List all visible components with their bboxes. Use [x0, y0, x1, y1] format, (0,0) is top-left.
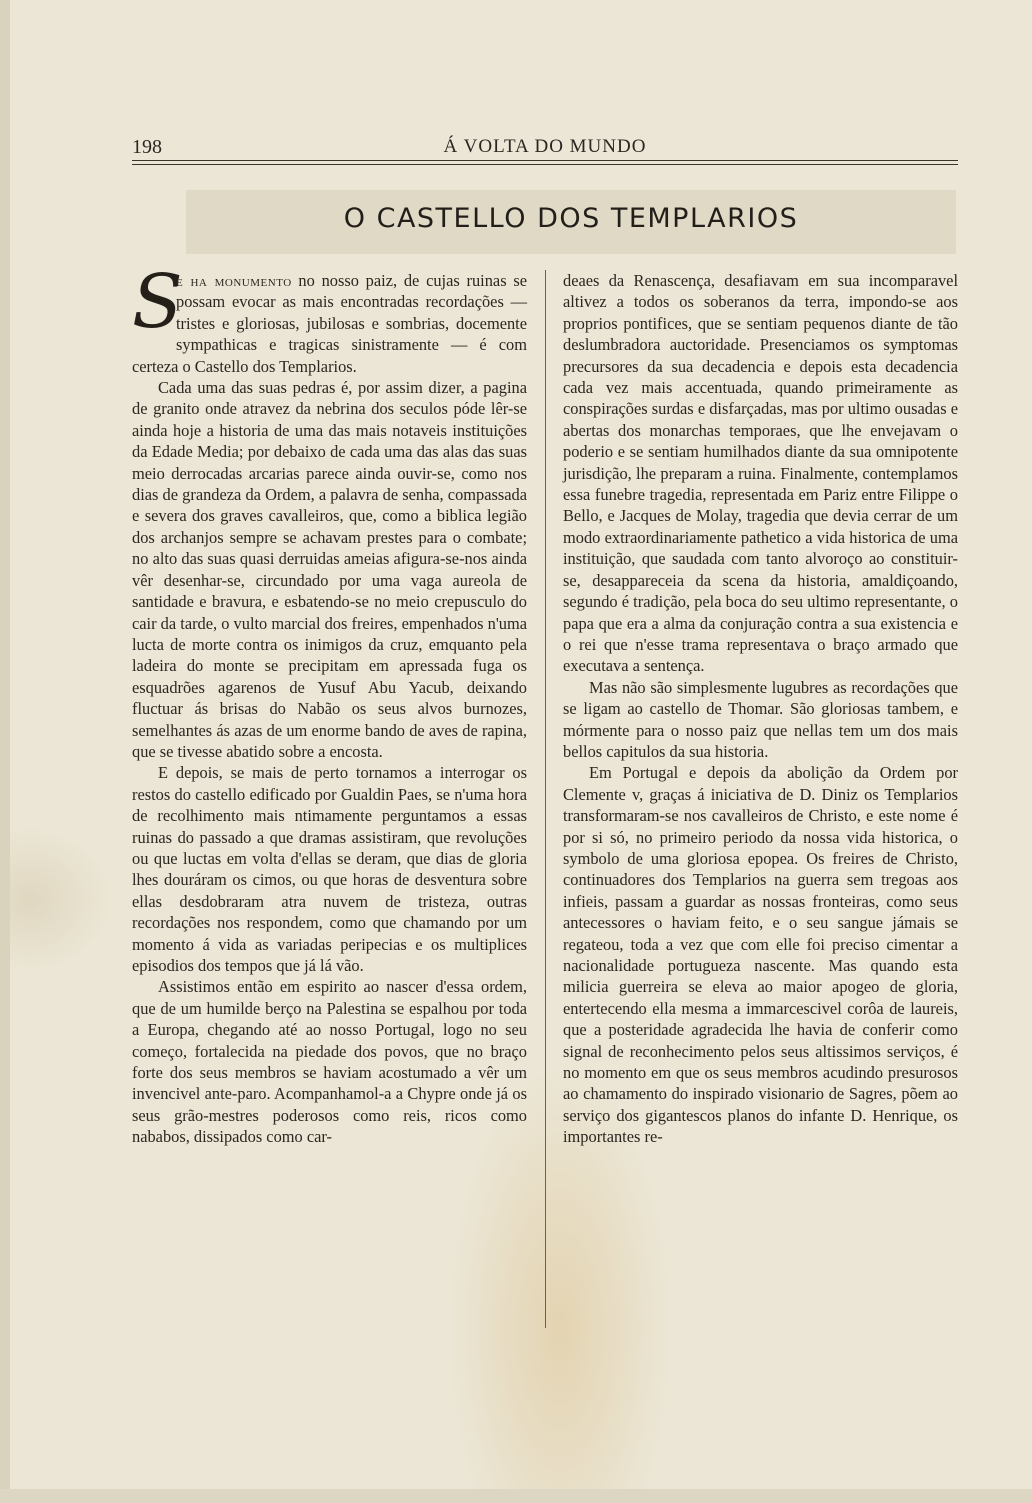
- paragraph: E depois, se mais de perto tornamos a interrogar os restos do castello edificado por Gualdin Paes, se n'uma hora de recolhimento mais ntimamente perguntamos a essas ruinas do passado a que dramas assistiram, que revoluções ou que luctas em volta d'ellas se deram, que dias de gloria lhes douráram os cimos, ou que horas de desventura sobre ellas desdobraram atra nuvem de tristeza, outras recordações nos respondem, como que chamando por um momento á vida as variadas peripecias e os multiplices episodios dos tempos que já lá vão.: [132, 763, 527, 975]
- column-divider: [545, 270, 546, 1328]
- page-edge-left: [0, 0, 10, 1503]
- right-column: [563, 270, 958, 1148]
- paragraph: Em Portugal e depois da abolição da Ordem por Clemente v, graças á iniciativa de D. Diniz os Templarios transformaram-se nos cavalleiros de Christo, e este nome é por si só, no primeiro periodo da nossa vida historica, o symbolo de uma gloriosa epopea. Os freires de Christo, continuadores dos Templarios na guerra sem tregoas aos infieis, passam a guardar as nossas fronteiras, como seus antecessores o haviam feito, e o seu sangue jámais se regateou, toda a vez que com elle foi preciso cimentar a nacionalidade portugueza nascente. Mas quando esta milicia guerreira se eleva ao maior apogeo de gloria, entertecendo ella mesma a immarcescivel corôa de laureis, que a posteridade agradecida lhe havia de conferir como signal de reconhecimento pelos seus altissimos serviços, é no momento em que os seus membros acudindo presurosos ao chamamento do inspirado visionario de Sagres, põem ao serviço dos gigantescos planos do infante D. Henrique, os importantes re-: [563, 763, 958, 1147]
- paragraph-text: no nosso paiz, de cujas ruinas se possam evocar as mais encontradas recordações — tristes e gloriosas, jubilosas e sombrias, docemente sympathicas e tragicas sinistramente — é com certeza o Castello dos Templarios.: [132, 271, 527, 376]
- header-rule-bottom: [132, 164, 958, 165]
- running-header: [132, 134, 958, 158]
- dropcap: S: [132, 259, 183, 345]
- paragraph: [132, 259, 527, 377]
- paragraph: Assistimos então em espirito ao nascer d'essa ordem, que de um humilde berço na Palestina se espalhou por toda a Europa, chegando até ao nosso Portugal, logo no seu começo, fortalecida na piedade dos povos, que no braço forte dos seus membros se haviam acostumado a vêr um invencivel ante-paro. Acompanhamol-a a Chypre onde já os seus grão-mestres poderosos como reis, ricos como nababos, dissipados como car-: [132, 977, 527, 1147]
- running-title: Á VOLTA DO MUNDO: [443, 136, 647, 157]
- paragraph: deaes da Renascença, desafiavam em sua incomparavel altivez a todos os soberanos da terra, impondo-se aos proprios pontifices, que se sentiam pequenos diante de tão deslumbradora auctoridade. Presenciamos os symptomas precursores da sua decadencia e depois esta decadencia cada vez mais accentuada, quando primeiramente as conspirações surdas e disfarçadas, mas por ultimo ousadas e abertas dos monarchas temporaes, que lhe envejavam o poderio e se sentiam humilhados diante da sua omnipotente jurisdição, lhe preparam a ruina. Finalmente, contemplamos essa funebre tragedia, representada em Pariz entre Filippe o Bello, e Jacques de Molay, tragedia que devia cerrar de um modo extraordinariamente pathetico a vida historica de uma instituição, que saudada com tanto alvoroço ao constituir-se, desappareceia da scena da historia, amaldiçoando, segundo é tradição, pela boca do seu ultimo representante, o papa que era a alma da conjuração contra a sua existencia e o rei que n'esse trama representava o braço armado que executava a sentença.: [563, 271, 958, 676]
- page-number: 198: [132, 136, 162, 158]
- header-rule-top: [132, 160, 958, 161]
- paragraph: Mas não são simplesmente lugubres as recordações que se ligam ao castello de Thomar. São gloriosas tambem, e mórmente para o nosso paiz que nellas tem um dos mais bellos capitulos da sua historia.: [563, 677, 958, 761]
- left-column: [132, 259, 527, 1148]
- lead-smallcaps: e ha monumento: [176, 271, 292, 290]
- paragraph: Cada uma das suas pedras é, por assim dizer, a pagina de granito onde atravez da nebrina dos seculos póde lêr-se ainda hoje a historia de uma das mais notaveis instituições da Edade Media; por debaixo de cada uma das alas das suas meio derrocadas arcarias parece ainda ouvir-se, como nos dias de grandeza da Ordem, a palavra de senha, compassada e severa dos graves cavalleiros, que, como a biblica legião dos archanjos sempre se achavam prestes para o combate; no alto das suas quasi derruidas ameias afigura-se-nos ainda vêr desenhar-se, circundado por uma vaga aureola de santidade e bravura, e esbatendo-se no meio crepusculo do cair da tarde, o vulto marcial dos freires, empenhados n'uma lucta de morte contra os inimigos da cruz, emquanto pela ladeira do monte se precipitam em apressada fuga os esquadrões agarenos de Yusuf Abu Yacub, deixando fluctuar ás brisas do Nabão os seus alvos burnozes, semelhantes ás azas de um enorme bando de aves de rapina, que se tivesse abatido sobre a encosta.: [132, 378, 527, 761]
- article-title: O CASTELLO DOS TEMPLARIOS: [343, 203, 799, 234]
- page-edge-bottom: [0, 1489, 1032, 1503]
